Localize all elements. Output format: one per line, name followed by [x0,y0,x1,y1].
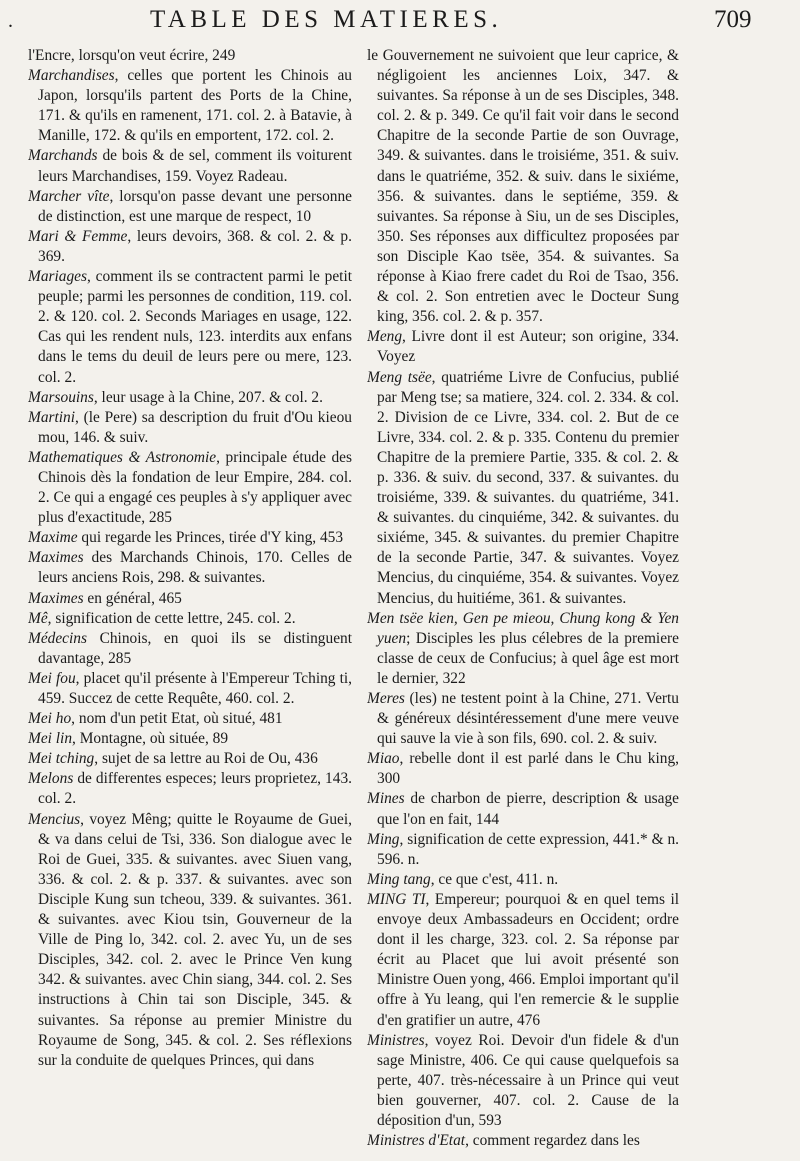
index-entry-text: , principale étude des Chinois dès la fondation de leur Empire, 284. col. 2. Ce qui a engagé ces peuples à s'y appliquer avec plus d'exactitude, 285 [38,448,352,527]
index-entry-text: , signification de cette expression, 441.* & n. 596. n. [377,830,679,868]
index-entry [28,408,352,448]
index-entry-text: , signification de cette lettre, 245. col. 2. [47,609,296,627]
index-entry [28,548,352,588]
index-entry [367,368,679,609]
index-entry [28,769,352,809]
index-entry-text: de differentes especes; leurs proprietez, 143. col. 2. [38,770,352,808]
index-entry-headword: Mathematiques & Astronomie [28,448,217,466]
index-entry-headword: Mei tching [28,750,95,768]
index-entry-text: en général, 465 [83,589,182,607]
index-entry [28,810,352,1071]
index-entry [28,227,352,267]
index-entry-text: , comment regardez dans les [465,1132,640,1150]
index-entry-headword: Mei lin [28,730,73,748]
index-entry-headword: Men tsëe kien, Gen pe mieou, Chung kong & Yen yuen [367,609,679,647]
index-column-left [28,46,352,1154]
index-entry-headword: Martini [28,408,76,426]
index-entry-text: , comment ils se contractent parmi le petit peuple; parmi les personnes de condition, 119. col. 2. & 120. col. 2. Seconds Mariages en usage, 122. Cas qui les rendent nuls, 123. interdits aux enfans dans le tems du deuil de leurs pere ou mere, 123. col. 2. [38,268,352,386]
index-entry-text: , lorsqu'on passe devant une personne de distinction, est une marque de respect, 10 [38,187,352,225]
index-entry-text: qui regarde les Princes, tirée d'Y king, 453 [77,529,344,547]
index-entry-text: , leur usage à la Chine, 207. & col. 2. [93,388,323,406]
index-entry-headword: Miao [367,750,400,768]
index-entry [367,870,679,890]
index-entry [367,830,679,870]
index-entry-text: , celles que portent les Chinois au Japon, lorsqu'ils partent des Ports de la Chine, 171. & qu'ils en ramenent, 171. col. 2. à Batavie, à Manille, 172. & qu'ils en emportent, 172. col. 2. [38,67,352,145]
index-entry-headword: Meng [367,328,403,346]
index-entry-text: , Montagne, où située, 89 [72,730,229,748]
index-entry [28,267,352,388]
index-entry-text: , nom d'un petit Etat, où situé, 481 [71,710,283,728]
index-entry [28,729,352,749]
index-entry-headword: Ming tang [367,870,431,888]
index-entry-text: , leurs devoirs, 368. & col. 2. & p. 369. [38,227,352,265]
page-number: 709 [714,6,752,33]
index-entry [367,46,679,327]
index-entry-text: , rebelle dont il est parlé dans le Chu king, 300 [377,750,679,788]
index-entry [28,388,352,408]
index-entry [28,669,352,709]
index-entry [28,448,352,528]
index-entry-text: , voyez Mêng; quitte le Royaume de Guei, & va dans celui de Tsi, 336. Son dialogue avec le Roi de Guei, 335. & suivantes. avec Siuen vang, 336. & col. 2. & p. 337. & suivantes. avec son Disciple Kung sun tcheou, 339. & suivantes. 361. & suivantes. avec Kiou tsin, Gouverneur de la Ville de Ping lo, 342. col. 2. avec Yu, un de ses Disciples, 342. col. 2. avec le Prince Ven kung 342. & suivantes. avec Chin siang, 344. col. 2. Ses instructions à Chin tai son Disciple, 345. & suivantes. Sa réponse au premier Ministre du Royaume de Song, 345. & col. 2. Ses réflexions sur la conduite de quelques Princes, qui dans [38,810,352,1069]
running-head [0,4,800,40]
index-entry [28,589,352,609]
index-entry [28,609,352,629]
index-entry [28,66,352,146]
index-entry [28,146,352,186]
index-entry-headword: Mariages [28,268,87,286]
index-entry-headword: Ministres d'Etat [367,1132,466,1150]
index-entry [28,749,352,769]
index-entry-headword: Mines [367,790,405,808]
index-entry-headword: Marsouins [28,388,94,406]
index-entry [367,789,679,829]
index-entry-text: de bois & de sel, comment ils voiturent leurs Marchandises, 159. Voyez Radeau. [38,147,352,185]
index-entry [28,528,352,548]
index-entry-headword: MING TI [367,890,426,908]
index-entry-headword: Mencius [28,810,81,828]
index-entry-headword: Mê [28,609,48,627]
index-entry-headword: Mei ho [28,710,72,728]
index-entry-headword: Marchands [28,147,98,165]
index-entry [367,327,679,367]
index-entry-headword: Médecins [28,629,87,647]
index-entry [28,46,352,66]
index-entry-headword: Meng tsëe [367,368,432,386]
index-entry [28,187,352,227]
index-entry [28,709,352,729]
index-entry-headword: Mei fou [28,669,76,687]
page-title: TABLE DES MATIERES. [150,6,503,33]
index-entry-text: , quatriéme Livre de Confucius, publié par Meng tse; sa matiere, 324. col. 2. 334. & col. 2. Division de ce Livre, 334. col. 2. But de ce Livre, 334. col. 2. & p. 335. Contenu du premier Chapitre de la premiere Partie, 335. & col. 2. & p. 336. & suiv. du second, 337. & suivantes. du troisiéme, 339. & suivantes. du quatriéme, 341. & suivantes. du cinquiéme, 342. & suivantes. du sixiéme, 345. & suivantes. du premier Chapitre de la seconde Partie, 347. & suivantes. Voyez Mencius, du cinquiéme, 354. & suivantes. Voyez Mencius, du huitiéme, 361. & suivantes. [377,368,679,607]
index-entry-headword: Marcher vîte [28,187,110,205]
index-entry-text: le Gouvernement ne suivoient que leur caprice, & négligoient les anciennes Loix, 347. & suivantes. Sa réponse à un de ses Disciples, 348. col. 2. & p. 349. Ce qu'il fait voir dans le second Chapitre de la seconde Partie de son Ouvrage, 349. & suivantes. dans le troisiéme, 351. & suiv. dans le quatriéme, 352. & suiv. dans le sixiéme, 356. & suivantes. dans le septiéme, 359. & suivantes. Sa réponse à Siu, un de ses Disciples, 350. Ses réponses aux difficultez proposées par son Disciple Kao tsëe, 354. & suivantes. Sa réponse à Kiao frere cadet du Roi de Tsao, 356. & col. 2. Son entretien avec le Docteur Sung king, 356. col. 2. & p. 357. [367,47,679,326]
header-marker: . [8,10,13,32]
index-entry [367,749,679,789]
index-entry-text: , Livre dont il est Auteur; son origine, 334. Voyez [377,328,679,366]
index-entry-headword: Ming [367,830,400,848]
index-entry [367,689,679,749]
index-entry-text: , sujet de sa lettre au Roi de Ou, 436 [94,750,318,768]
index-column-right [367,46,679,1154]
index-entry-text: de charbon de pierre, description & usage que l'on en fait, 144 [377,790,679,828]
index-entry-headword: Maximes [28,549,84,567]
index-entry-text: ; Disciples les plus célebres de la premiere classe de ceux de Confucius; à quel âge est mort le dernier, 322 [377,629,679,687]
index-entry [367,609,679,689]
index-entry-headword: Mari & Femme [28,227,128,245]
index-entry [367,1131,679,1151]
index-entry [367,890,679,1031]
index-entry-headword: Ministres [367,1031,425,1049]
index-entry [28,629,352,669]
index-entry-text: Chinois, en quoi ils se distinguent davantage, 285 [38,629,352,667]
index-entry-text: (les) ne testent point à la Chine, 271. Vertu & généreux désintéressement d'une mere veuve qui sauve la vie à son fils, 690. col. 2. & suiv. [377,690,679,748]
index-entry-text: , (le Pere) sa description du fruit d'Ou kieou mou, 146. & suiv. [38,408,352,446]
index-entry-headword: Maxime [28,529,78,547]
index-entry-text: , placet qu'il présente à l'Empereur Tching ti, 459. Succez de cette Requête, 460. col. 2. [38,669,352,707]
index-entry-headword: Marchandises [28,67,115,85]
index-entry [367,1031,679,1131]
index-entry-text: , ce que c'est, 411. n. [430,870,559,888]
index-entry-text: , voyez Roi. Devoir d'un fidele & d'un sage Ministre, 406. Ce qui cause quelquefois sa perte, 407. très-nécessaire à un Prince qui veut bien gouverner, 407. col. 2. Cause de la déposition d'un, 593 [377,1031,679,1129]
index-entry-text: , Empereur; pourquoi & en quel tems il envoye deux Ambassadeurs en Occident; ordre dont il les charge, 323. col. 2. Sa réponse par écrit au Placet que lui avoit présenté son Ministre Ouen yong, 466. Emploi important qu'il offre à Yu leang, qui l'en remercie & le supplie d'en gratifier un autre, 476 [377,890,679,1029]
index-entry-text: l'Encre, lorsqu'on veut écrire, 249 [28,47,236,64]
index-entry-headword: Meres [367,690,405,707]
index-entry-headword: Maximes [28,589,84,607]
index-entry-headword: Melons [28,770,74,788]
index-entry-text: des Marchands Chinois, 170. Celles de leurs anciens Rois, 298. & suivantes. [38,549,352,587]
